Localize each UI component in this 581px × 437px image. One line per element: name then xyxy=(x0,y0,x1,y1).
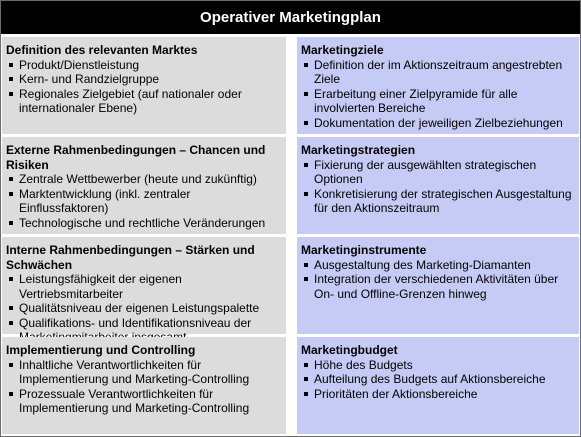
list-item: Technologische und rechtliche Veränderungen xyxy=(6,216,282,231)
panel-marketing-instruments xyxy=(297,237,579,334)
panel-heading: Marketinginstrumente xyxy=(301,243,427,257)
list-item: Regionales Zielgebiet (auf nationaler oder internationaler Ebene) xyxy=(6,87,282,116)
list-item: Marktentwicklung (inkl. zentraler Einflussfaktoren) xyxy=(6,187,282,216)
list-item: Qualifikations- und Identifikationsniveau der xyxy=(6,316,282,345)
list-item: Prioritäten der Aktionsbereiche xyxy=(301,387,575,402)
list-item: Qualitätsniveau der eigenen Leistungspalette xyxy=(6,301,282,316)
list-item: Leistungsfähigkeit der eigenen Vertriebsmitarbeiter xyxy=(6,272,282,301)
list-item: Definition der im Aktionszeitraum angestrebten Ziele xyxy=(301,58,575,87)
list-item: Integration der verschiedenen Aktivitäten über On- und Offline-Grenzen hinweg xyxy=(301,272,575,301)
plan-row-3 xyxy=(1,237,580,334)
panel-heading: Implementierung und Controlling xyxy=(6,343,196,357)
panel-marketing-strategies xyxy=(297,137,579,234)
list-item: Aufteilung des Budgets auf Aktionsbereiche xyxy=(301,372,575,387)
list-item: Erarbeitung einer Zielpyramide für alle involvierten Bereiche xyxy=(301,87,575,116)
bullet-list xyxy=(301,58,575,131)
panel-internal-conditions xyxy=(2,237,286,334)
list-item: Dokumentation der jeweiligen Zielbeziehungen xyxy=(301,116,575,131)
diagram-title: Operativer Marketingplan xyxy=(1,1,580,34)
list-item: Zentrale Wettbewerber (heute und zukünftig) xyxy=(6,172,282,187)
panel-heading: Marketingbudget xyxy=(301,343,398,357)
bullet-list xyxy=(6,272,282,345)
bullet-list xyxy=(6,172,282,230)
list-item: Fixierung der ausgewählten strategischen Optionen xyxy=(301,158,575,187)
bullet-list xyxy=(6,58,282,116)
panel-marketing-budget xyxy=(297,337,579,434)
list-item: Konkretisierung der strategischen Ausgestaltung für den Aktionszeitraum xyxy=(301,187,575,216)
panel-heading: Definition des relevanten Marktes xyxy=(6,43,198,57)
plan-row-1 xyxy=(1,37,580,134)
bullet-list xyxy=(6,358,282,416)
panel-heading: Interne Rahmenbedingungen – Stärken und Schwächen xyxy=(6,243,255,272)
list-item: Ausgestaltung des Marketing-Diamanten xyxy=(301,258,575,273)
plan-row-4 xyxy=(1,337,580,434)
panel-heading: Externe Rahmenbedingungen – Chancen und Risiken xyxy=(6,143,266,172)
bullet-list xyxy=(301,358,575,402)
panel-external-conditions xyxy=(2,137,286,234)
panel-market-definition xyxy=(2,37,286,134)
plan-row-2 xyxy=(1,137,580,234)
panel-implementation-controlling xyxy=(2,337,286,434)
list-item: Höhe des Budgets xyxy=(301,358,575,373)
panel-heading: Marketingziele xyxy=(301,43,384,57)
list-item: Produkt/Dienstleistung xyxy=(6,58,282,73)
panel-heading: Marketingstrategien xyxy=(301,143,416,157)
list-item: Kern- und Randzielgruppe xyxy=(6,72,282,87)
list-item: Prozessuale Verantwortlichkeiten für Implementierung und Marketing-Controlling xyxy=(6,387,282,416)
panel-marketing-goals xyxy=(297,37,579,134)
list-item: Inhaltliche Verantwortlichkeiten für Implementierung und Marketing-Controlling xyxy=(6,358,282,387)
bullet-list xyxy=(301,258,575,302)
bullet-list xyxy=(301,158,575,216)
